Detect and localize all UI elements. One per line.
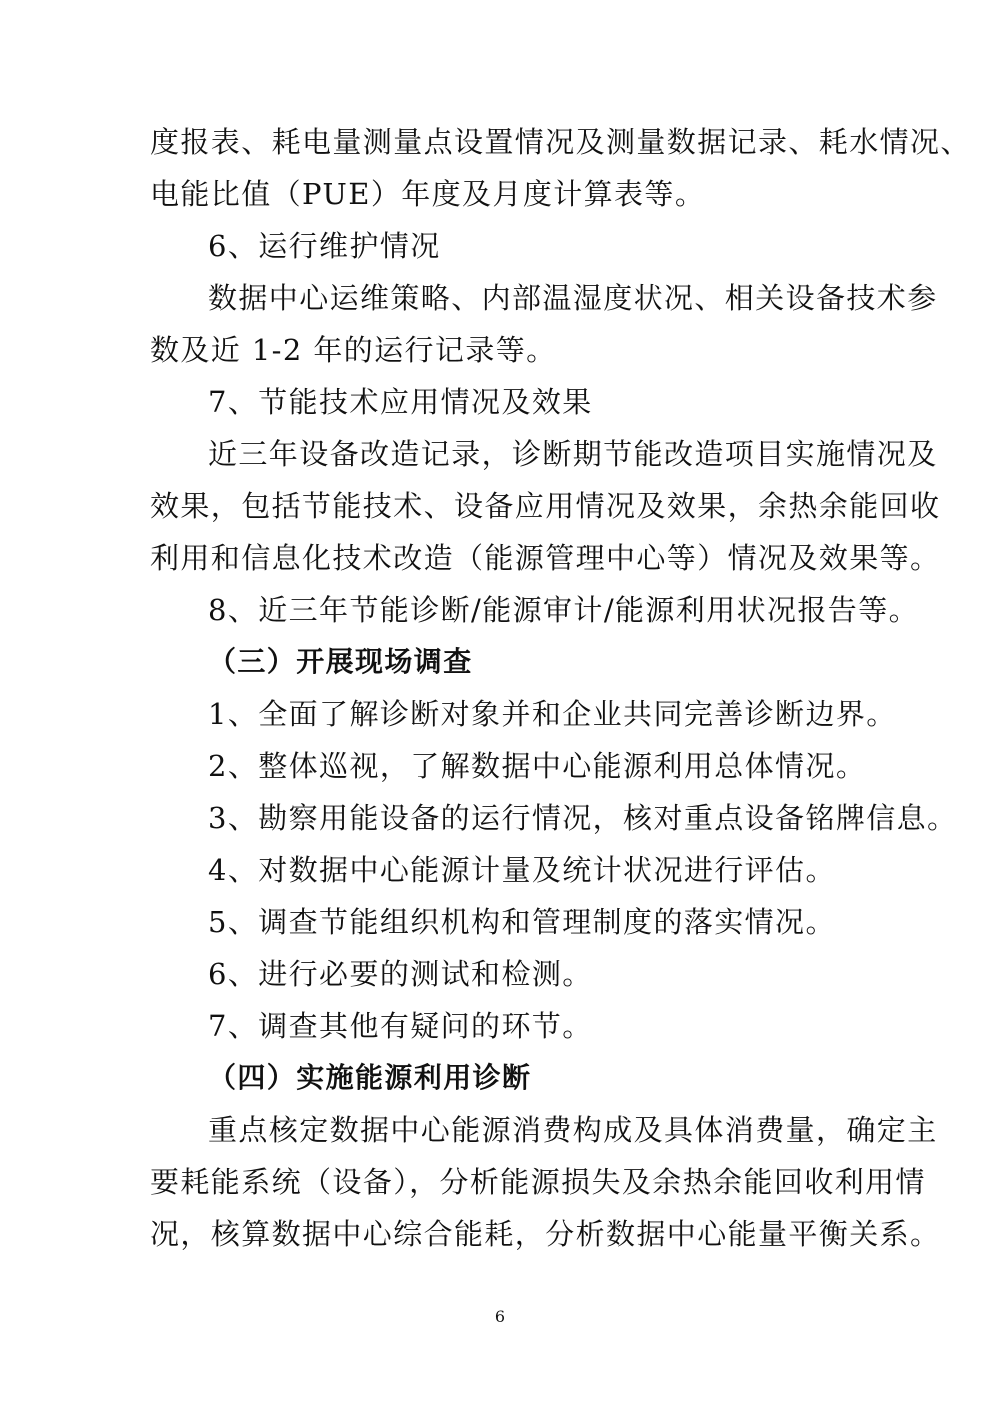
paragraph-line: 况，核算数据中心综合能耗，分析数据中心能量平衡关系。 <box>150 1217 941 1251</box>
paragraph-line: 利用和信息化技术改造（能源管理中心等）情况及效果等。 <box>150 541 941 575</box>
paragraph-line: 要耗能系统（设备），分析能源损失及余热余能回收利用情 <box>150 1165 926 1199</box>
list-item: 4、对数据中心能源计量及统计状况进行评估。 <box>208 853 836 887</box>
list-item: 2、整体巡视，了解数据中心能源利用总体情况。 <box>208 749 867 783</box>
page-number: 6 <box>494 1307 506 1326</box>
paragraph-line: 效果，包括节能技术、设备应用情况及效果，余热余能回收 <box>150 489 941 523</box>
list-item: 7、调查其他有疑问的环节。 <box>208 1009 593 1043</box>
paragraph-line: 度报表、耗电量测量点设置情况及测量数据记录、耗水情况、 <box>150 125 971 159</box>
list-item: 6、进行必要的测试和检测。 <box>208 957 593 991</box>
paragraph-line: 电能比值（PUE）年度及月度计算表等。 <box>150 177 706 211</box>
paragraph-line: 近三年设备改造记录，诊断期节能改造项目实施情况及 <box>208 437 938 471</box>
list-item: 3、勘察用能设备的运行情况，核对重点设备铭牌信息。 <box>208 801 958 835</box>
paragraph-line: 重点核定数据中心能源消费构成及具体消费量，确定主 <box>208 1113 938 1147</box>
list-item: 5、调查节能组织机构和管理制度的落实情况。 <box>208 905 836 939</box>
paragraph-line: 数据中心运维策略、内部温湿度状况、相关设备技术参 <box>208 281 938 315</box>
list-item: 8、近三年节能诊断/能源审计/能源利用状况报告等。 <box>208 593 919 627</box>
paragraph-line: 数及近 1-2 年的运行记录等。 <box>150 333 557 367</box>
list-item: 1、全面了解诊断对象并和企业共同完善诊断边界。 <box>208 697 897 731</box>
section-heading: （四）实施能源利用诊断 <box>208 1061 532 1094</box>
list-item: 6、运行维护情况 <box>208 229 441 263</box>
section-heading: （三）开展现场调查 <box>208 645 473 678</box>
list-item: 7、节能技术应用情况及效果 <box>208 385 593 419</box>
